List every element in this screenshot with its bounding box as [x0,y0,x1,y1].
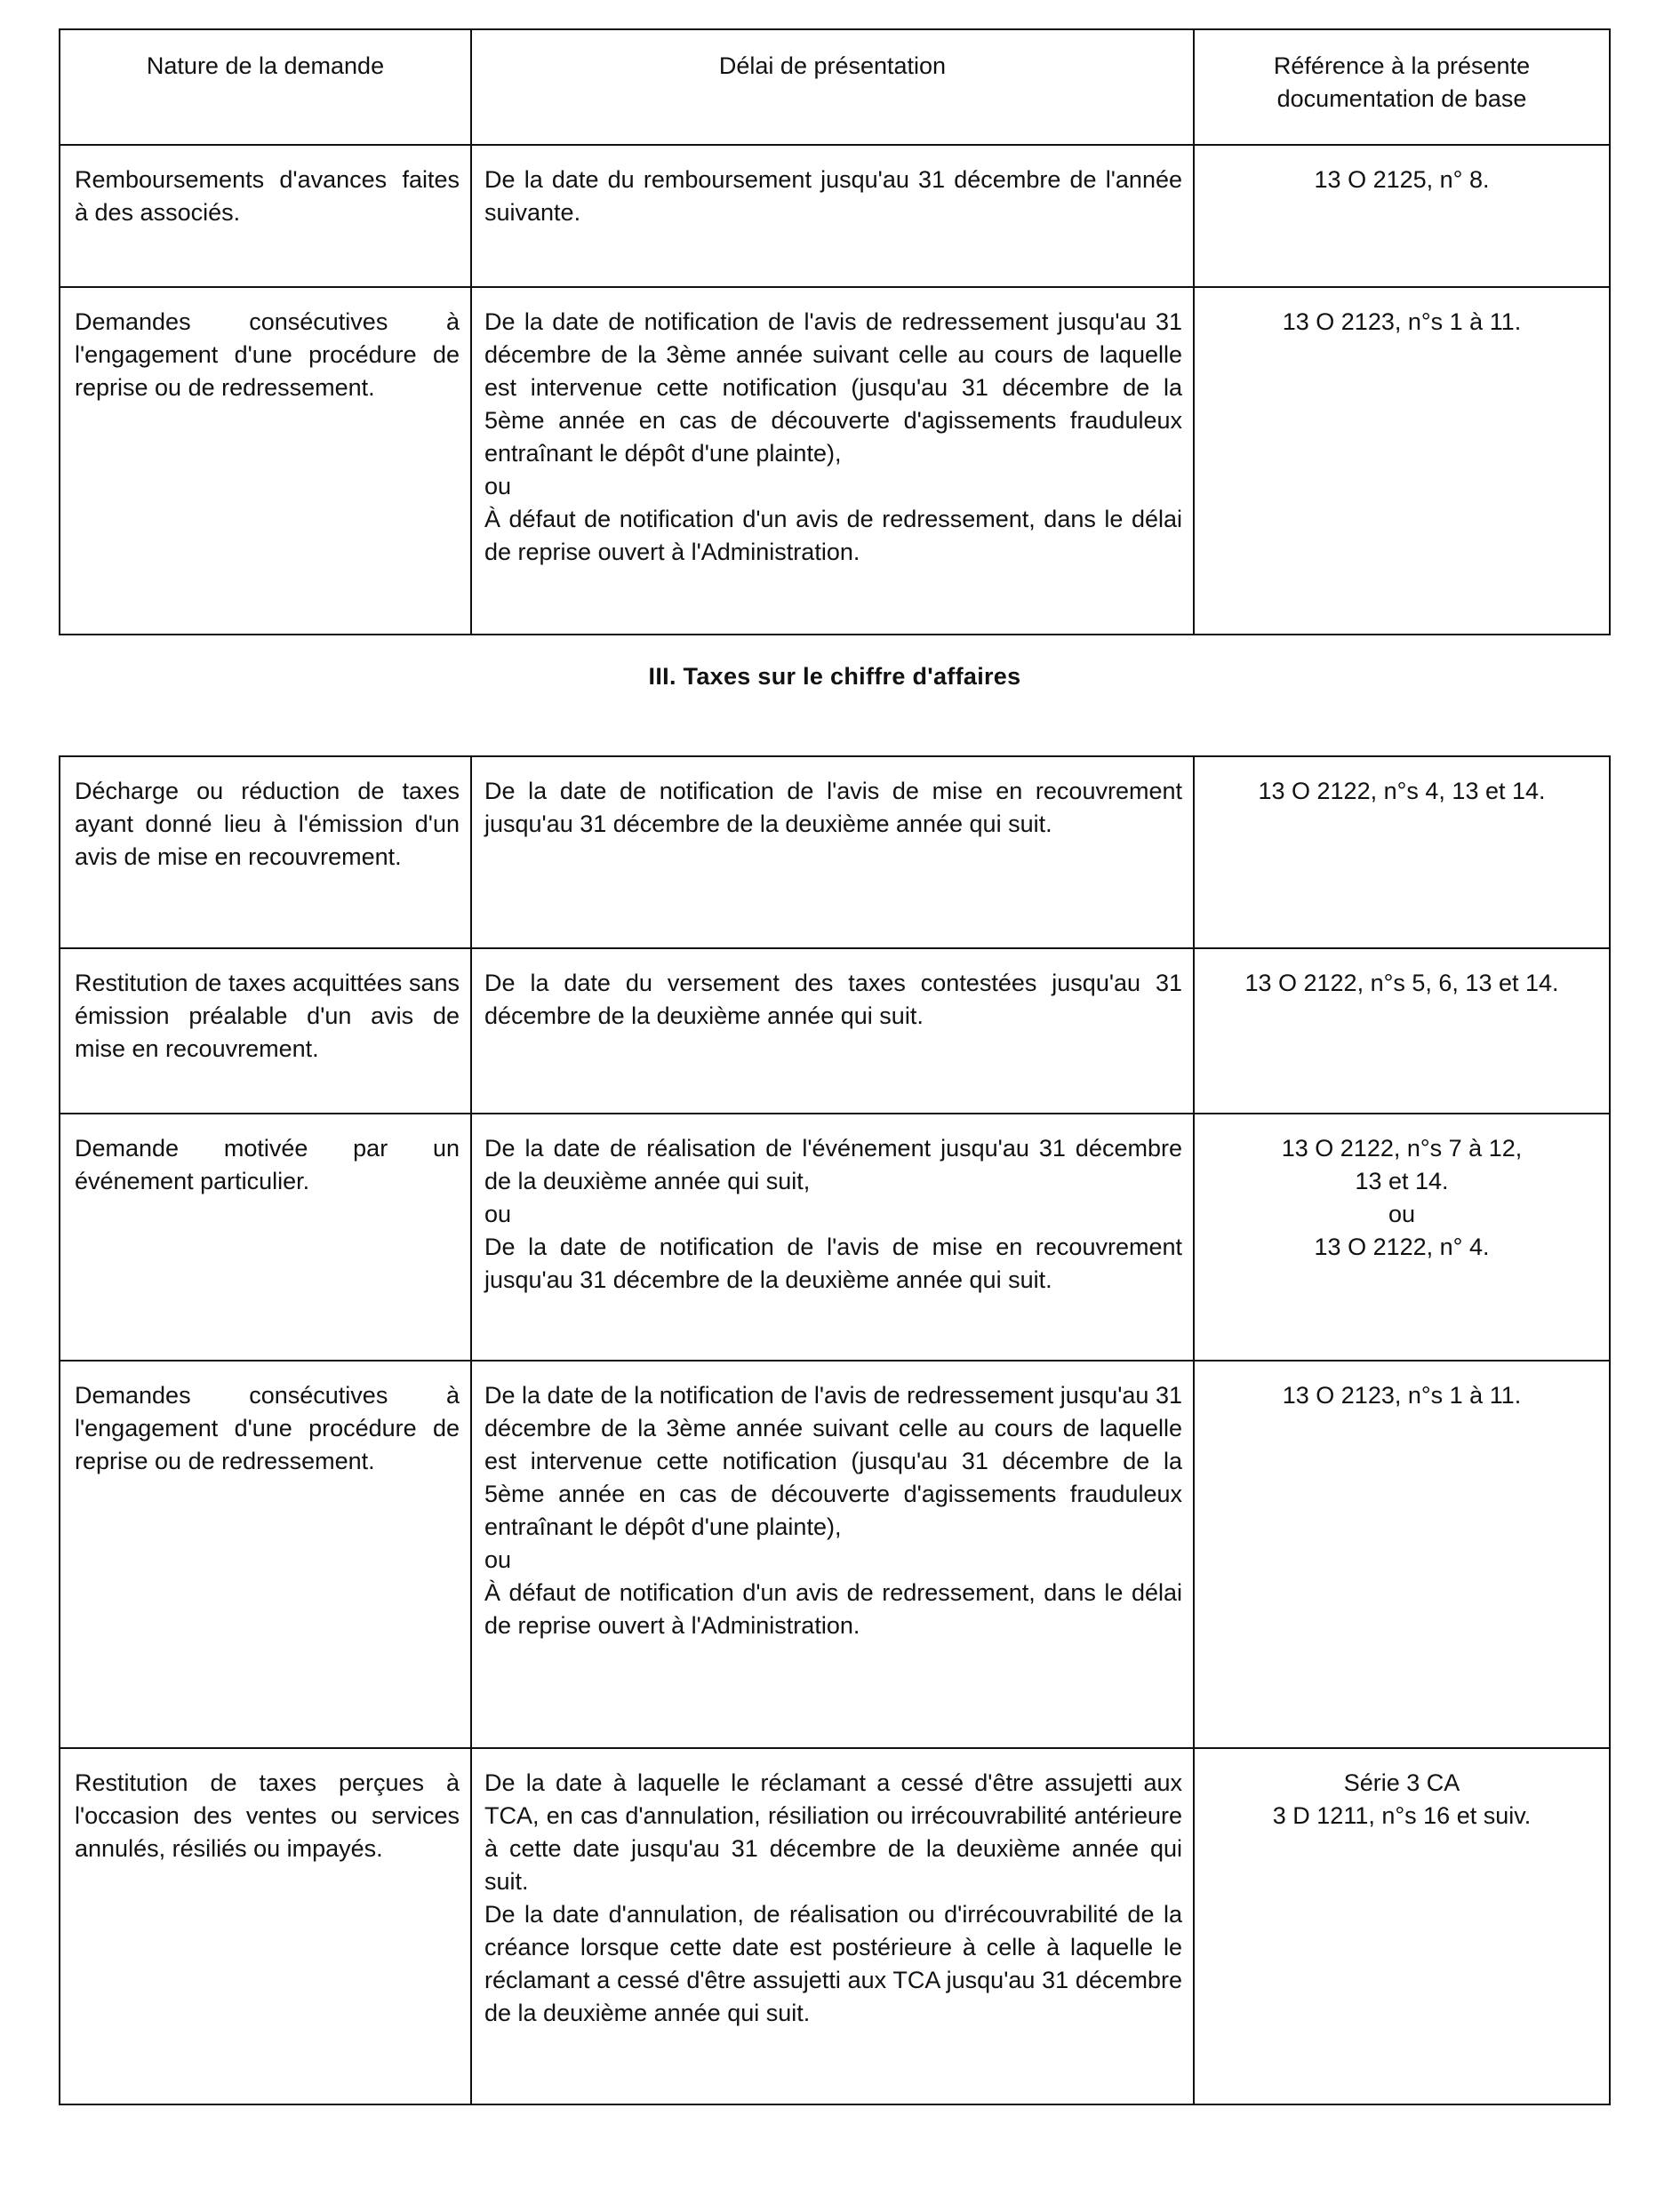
reference-cell: 13 O 2123, n°s 1 à 11. [1194,1361,1610,1748]
section-row [60,635,1610,756]
reference-cell: 13 O 2125, n° 8. [1194,145,1610,287]
table-row [60,756,1610,948]
reference-cell: 13 O 2122, n°s 4, 13 et 14. [1194,756,1610,948]
table-header-row [60,29,1610,145]
document-page [59,28,1609,2105]
nature-cell: Remboursements d'avances faites à des associés. [60,145,471,287]
nature-cell: Restitution de taxes acquittées sans émission préalable d'un avis de mise en recouvrement. [60,948,471,1114]
header-nature: Nature de la demande [60,29,471,145]
nature-cell: Demandes consécutives à l'engagement d'une procédure de reprise ou de redressement. [60,287,471,635]
header-reference: Référence à la présente documentation de base [1194,29,1610,145]
delais-table [59,28,1611,2105]
delai-cell: De la date du remboursement jusqu'au 31 décembre de l'année suivante. [471,145,1194,287]
table-row [60,1748,1610,2104]
delai-cell: De la date de la notification de l'avis de redressement jusqu'au 31 décembre de la 3ème année suivant celle au cours de laquelle est intervenue cette notification (jusqu'au 31 décembre de la 5ème année en cas de découverte d'agissements frauduleux entraînant le dépôt d'une plainte), ou À défaut de notification d'un avis de redressement, dans le délai de reprise ouvert à l'Administration. [471,1361,1194,1748]
table-row [60,287,1610,635]
delai-cell: De la date de notification de l'avis de mise en recouvrement jusqu'au 31 décembre de la deuxième année qui suit. [471,756,1194,948]
delai-cell: De la date de réalisation de l'événement jusqu'au 31 décembre de la deuxième année qui suit, ou De la date de notification de l'avis de mise en recouvrement jusqu'au 31 décembre de la deuxième année qui suit. [471,1114,1194,1361]
nature-cell: Décharge ou réduction de taxes ayant donné lieu à l'émission d'un avis de mise en recouvrement. [60,756,471,948]
delai-cell: De la date à laquelle le réclamant a cessé d'être assujetti aux TCA, en cas d'annulation, résiliation ou irrécouvrabilité antérieure à cette date jusqu'au 31 décembre de la deuxième année qui suit. De la date d'annulation, de réalisation ou d'irrécouvrabilité de la créance lorsque cette date est postérieure à celle à laquelle le réclamant a cessé d'être assujetti aux TCA jusqu'au 31 décembre de la deuxième année qui suit. [471,1748,1194,2104]
table-row [60,948,1610,1114]
delai-cell: De la date de notification de l'avis de redressement jusqu'au 31 décembre de la 3ème année suivant celle au cours de laquelle est intervenue cette notification (jusqu'au 31 décembre de la 5ème année en cas de découverte d'agissements frauduleux entraînant le dépôt d'une plainte), ou À défaut de notification d'un avis de redressement, dans le délai de reprise ouvert à l'Administration. [471,287,1194,635]
nature-cell: Demande motivée par un événement particulier. [60,1114,471,1361]
table-row [60,1361,1610,1748]
table-row [60,145,1610,287]
reference-cell: 13 O 2122, n°s 7 à 12, 13 et 14. ou 13 O 2122, n° 4. [1194,1114,1610,1361]
nature-cell: Restitution de taxes perçues à l'occasion des ventes ou services annulés, résiliés ou impayés. [60,1748,471,2104]
section-title: III. Taxes sur le chiffre d'affaires [60,635,1610,756]
header-delai: Délai de présentation [471,29,1194,145]
delai-cell: De la date du versement des taxes contestées jusqu'au 31 décembre de la deuxième année qui suit. [471,948,1194,1114]
reference-cell: Série 3 CA 3 D 1211, n°s 16 et suiv. [1194,1748,1610,2104]
nature-cell: Demandes consécutives à l'engagement d'une procédure de reprise ou de redressement. [60,1361,471,1748]
table-row [60,1114,1610,1361]
reference-cell: 13 O 2122, n°s 5, 6, 13 et 14. [1194,948,1610,1114]
reference-cell: 13 O 2123, n°s 1 à 11. [1194,287,1610,635]
